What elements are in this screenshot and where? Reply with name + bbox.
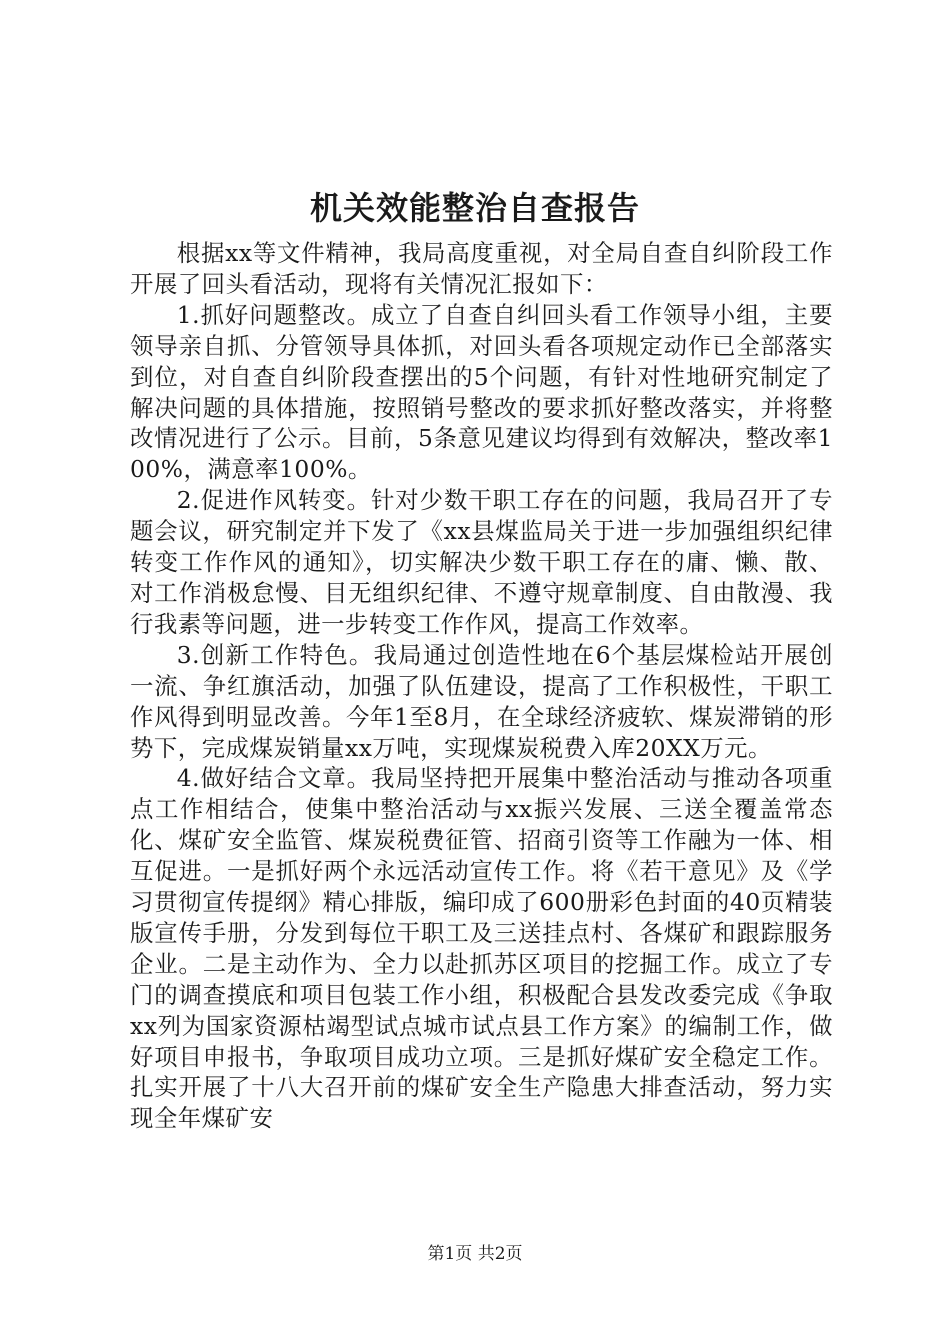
document-body <box>130 238 833 1134</box>
page-number-footer: 第1页 共2页 <box>427 1244 523 1264</box>
document-title: 机关效能整治自查报告 <box>309 189 640 227</box>
section-2-paragraph: 2.促进作风转变。针对少数干职工存在的问题，我局召开了专题会议，研究制定并下发了《xx县煤监局关于进一步加强组织纪律转变工作作风的通知》，切实解决少数干职工存在的庸、懒、散、对工作消极怠慢、目无组织纪律、不遵守规章制度、自由散漫、我行我素等问题，进一步转变工作作风，提高工作效率。 <box>130 486 833 638</box>
intro-paragraph: 根据xx等文件精神，我局高度重视，对全局自查自纠阶段工作开展了回头看活动，现将有关情况汇报如下： <box>130 239 833 298</box>
section-4-paragraph: 4.做好结合文章。我局坚持把开展集中整治活动与推动各项重点工作相结合，使集中整治活动与xx振兴发展、三送全覆盖常态化、煤矿安全监管、煤炭税费征管、招商引资等工作融为一体、相互促进。一是抓好两个永远活动宣传工作。将《若干意见》及《学习贯彻宣传提纲》精心排版，编印成了600册彩色封面的40页精装版宣传手册，分发到每位干职工及三送挂点村、各煤矿和跟踪服务企业。二是主动作为、全力以赴抓苏区项目的挖掘工作。成立了专门的调查摸底和项目包装工作小组，积极配合县发改委完成《争取xx列为国家资源枯竭型试点城市试点县工作方案》的编制工作，做好项目申报书，争取项目成功立项。三是抓好煤矿安全稳定工作。扎实开展了十八大召开前的煤矿安全生产隐患大排查活动，努力实现全年煤矿安 <box>130 764 833 1133</box>
section-1-paragraph: 1.抓好问题整改。成立了自查自纠回头看工作领导小组，主要领导亲自抓、分管领导具体抓，对回头看各项规定动作已全部落实到位，对自查自纠阶段查摆出的5个问题，有针对性地研究制定了解决问题的具体措施，按照销号整改的要求抓好整改落实，并将整改情况进行了公示。目前，5条意见建议均得到有效解决，整改率100%，满意率100%。 <box>130 300 833 484</box>
section-3-paragraph: 3.创新工作特色。我局通过创造性地在6个基层煤检站开展创一流、争红旗活动，加强了队伍建设，提高了工作积极性，干职工作风得到明显改善。今年1至8月，在全球经济疲软、煤炭滞销的形势下，完成煤炭销量xx万吨，实现煤炭税费入库20XX万元。 <box>130 640 833 762</box>
